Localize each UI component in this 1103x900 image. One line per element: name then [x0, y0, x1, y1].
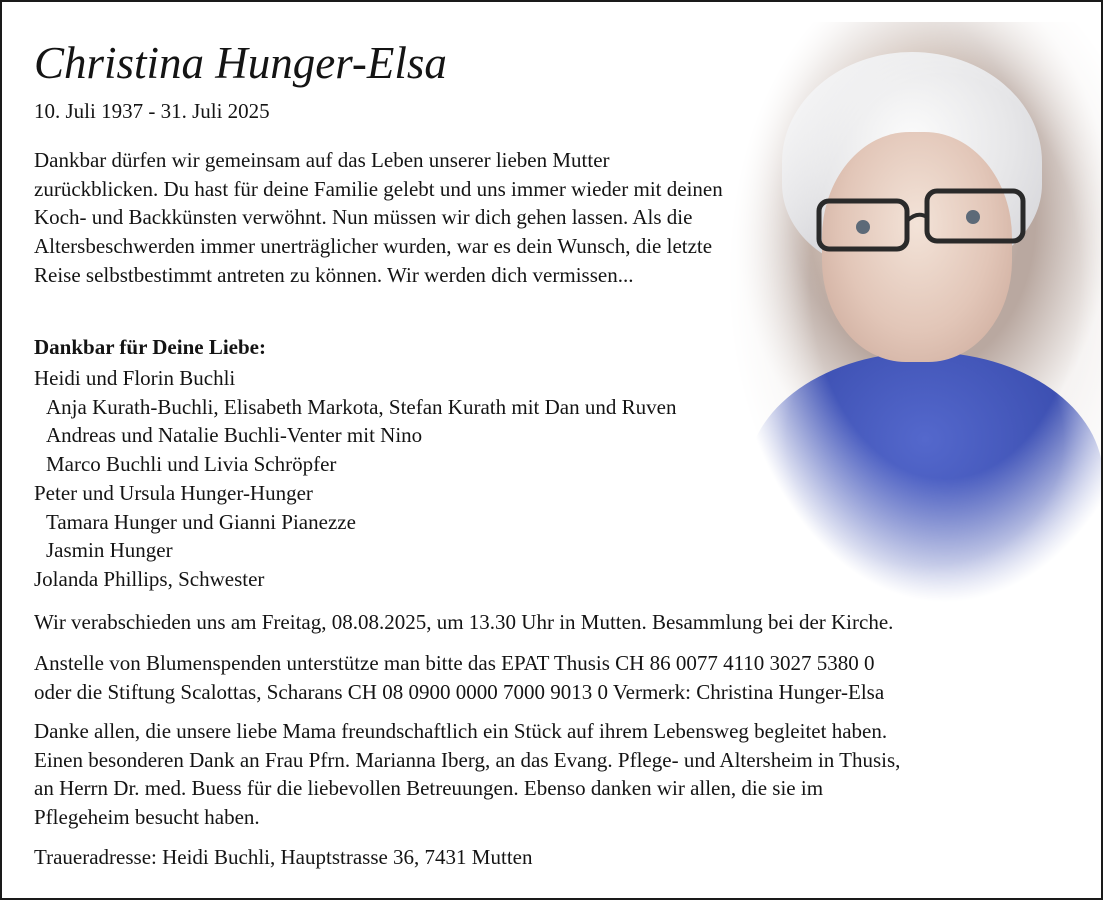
family-line: Tamara Hunger und Gianni Pianezze — [46, 509, 356, 534]
portrait-glasses — [807, 187, 1032, 257]
family-list — [34, 364, 676, 594]
donation-line: oder die Stiftung Scalottas, Scharans CH 08 0900 0000 7000 9013 0 Vermerk: Christina Hunger-Elsa — [34, 679, 885, 704]
farewell-paragraph: Wir verabschieden uns am Freitag, 08.08.2025, um 13.30 Uhr in Mutten. Besammlung bei der Kirche. — [34, 610, 894, 634]
thanks-line: Danke allen, die unsere liebe Mama freundschaftlich ein Stück auf ihrem Lebensweg begleitet haben. — [34, 719, 888, 743]
family-line: Jasmin Hunger — [46, 538, 173, 563]
donation-paragraph — [34, 649, 1084, 706]
family-line: Peter und Ursula Hunger-Hunger — [34, 480, 313, 505]
family-line: Marco Buchli und Livia Schröpfer — [46, 452, 337, 477]
thanks-paragraph — [34, 717, 1084, 832]
family-line: Andreas und Natalie Buchli-Venter mit Nino — [46, 423, 423, 448]
thanks-line: Einen besonderen Dank an Frau Pfrn. Marianna Iberg, an das Evang. Pflege- und Altersheim in Thusis, — [34, 747, 901, 772]
life-dates: 10. Juli 1937 - 31. Juli 2025 — [34, 99, 270, 123]
intro-paragraph: Dankbar dürfen wir gemeinsam auf das Leben unserer lieben Mutter zurückblicken. Du hast für deine Familie gelebt und uns immer wieder mit deinen Koch- und Backkünsten verwöhnt. Nun müssen wir dich gehen lassen. Als die Altersbeschwerden immer unerträglicher wurden, war es dein Wunsch, die letzte Reise selbstbestimmt antreten zu können. Wir werden dich vermissen... — [34, 148, 723, 287]
family-line: Anja Kurath-Buchli, Elisabeth Markota, Stefan Kurath mit Dan und Ruven — [46, 394, 677, 419]
donation-line: Anstelle von Blumenspenden unterstütze man bitte das EPAT Thusis CH 86 0077 4110 3027 5380 0 — [34, 651, 875, 675]
family-heading: Dankbar für Deine Liebe: — [34, 335, 266, 359]
portrait-sweater — [747, 352, 1103, 602]
family-line: Jolanda Phillips, Schwester — [34, 566, 265, 591]
thanks-line: an Herrn Dr. med. Buess für die liebevollen Betreuungen. Ebenso danken wir allen, die sie im — [34, 776, 824, 801]
thanks-line: Pflegeheim besucht haben. — [34, 805, 260, 830]
mourning-address: Traueradresse: Heidi Buchli, Hauptstrasse 36, 7431 Mutten — [34, 845, 533, 869]
family-line: Heidi und Florin Buchli — [34, 366, 236, 390]
deceased-name: Christina Hunger-Elsa — [34, 38, 447, 88]
portrait-photo — [727, 22, 1103, 602]
